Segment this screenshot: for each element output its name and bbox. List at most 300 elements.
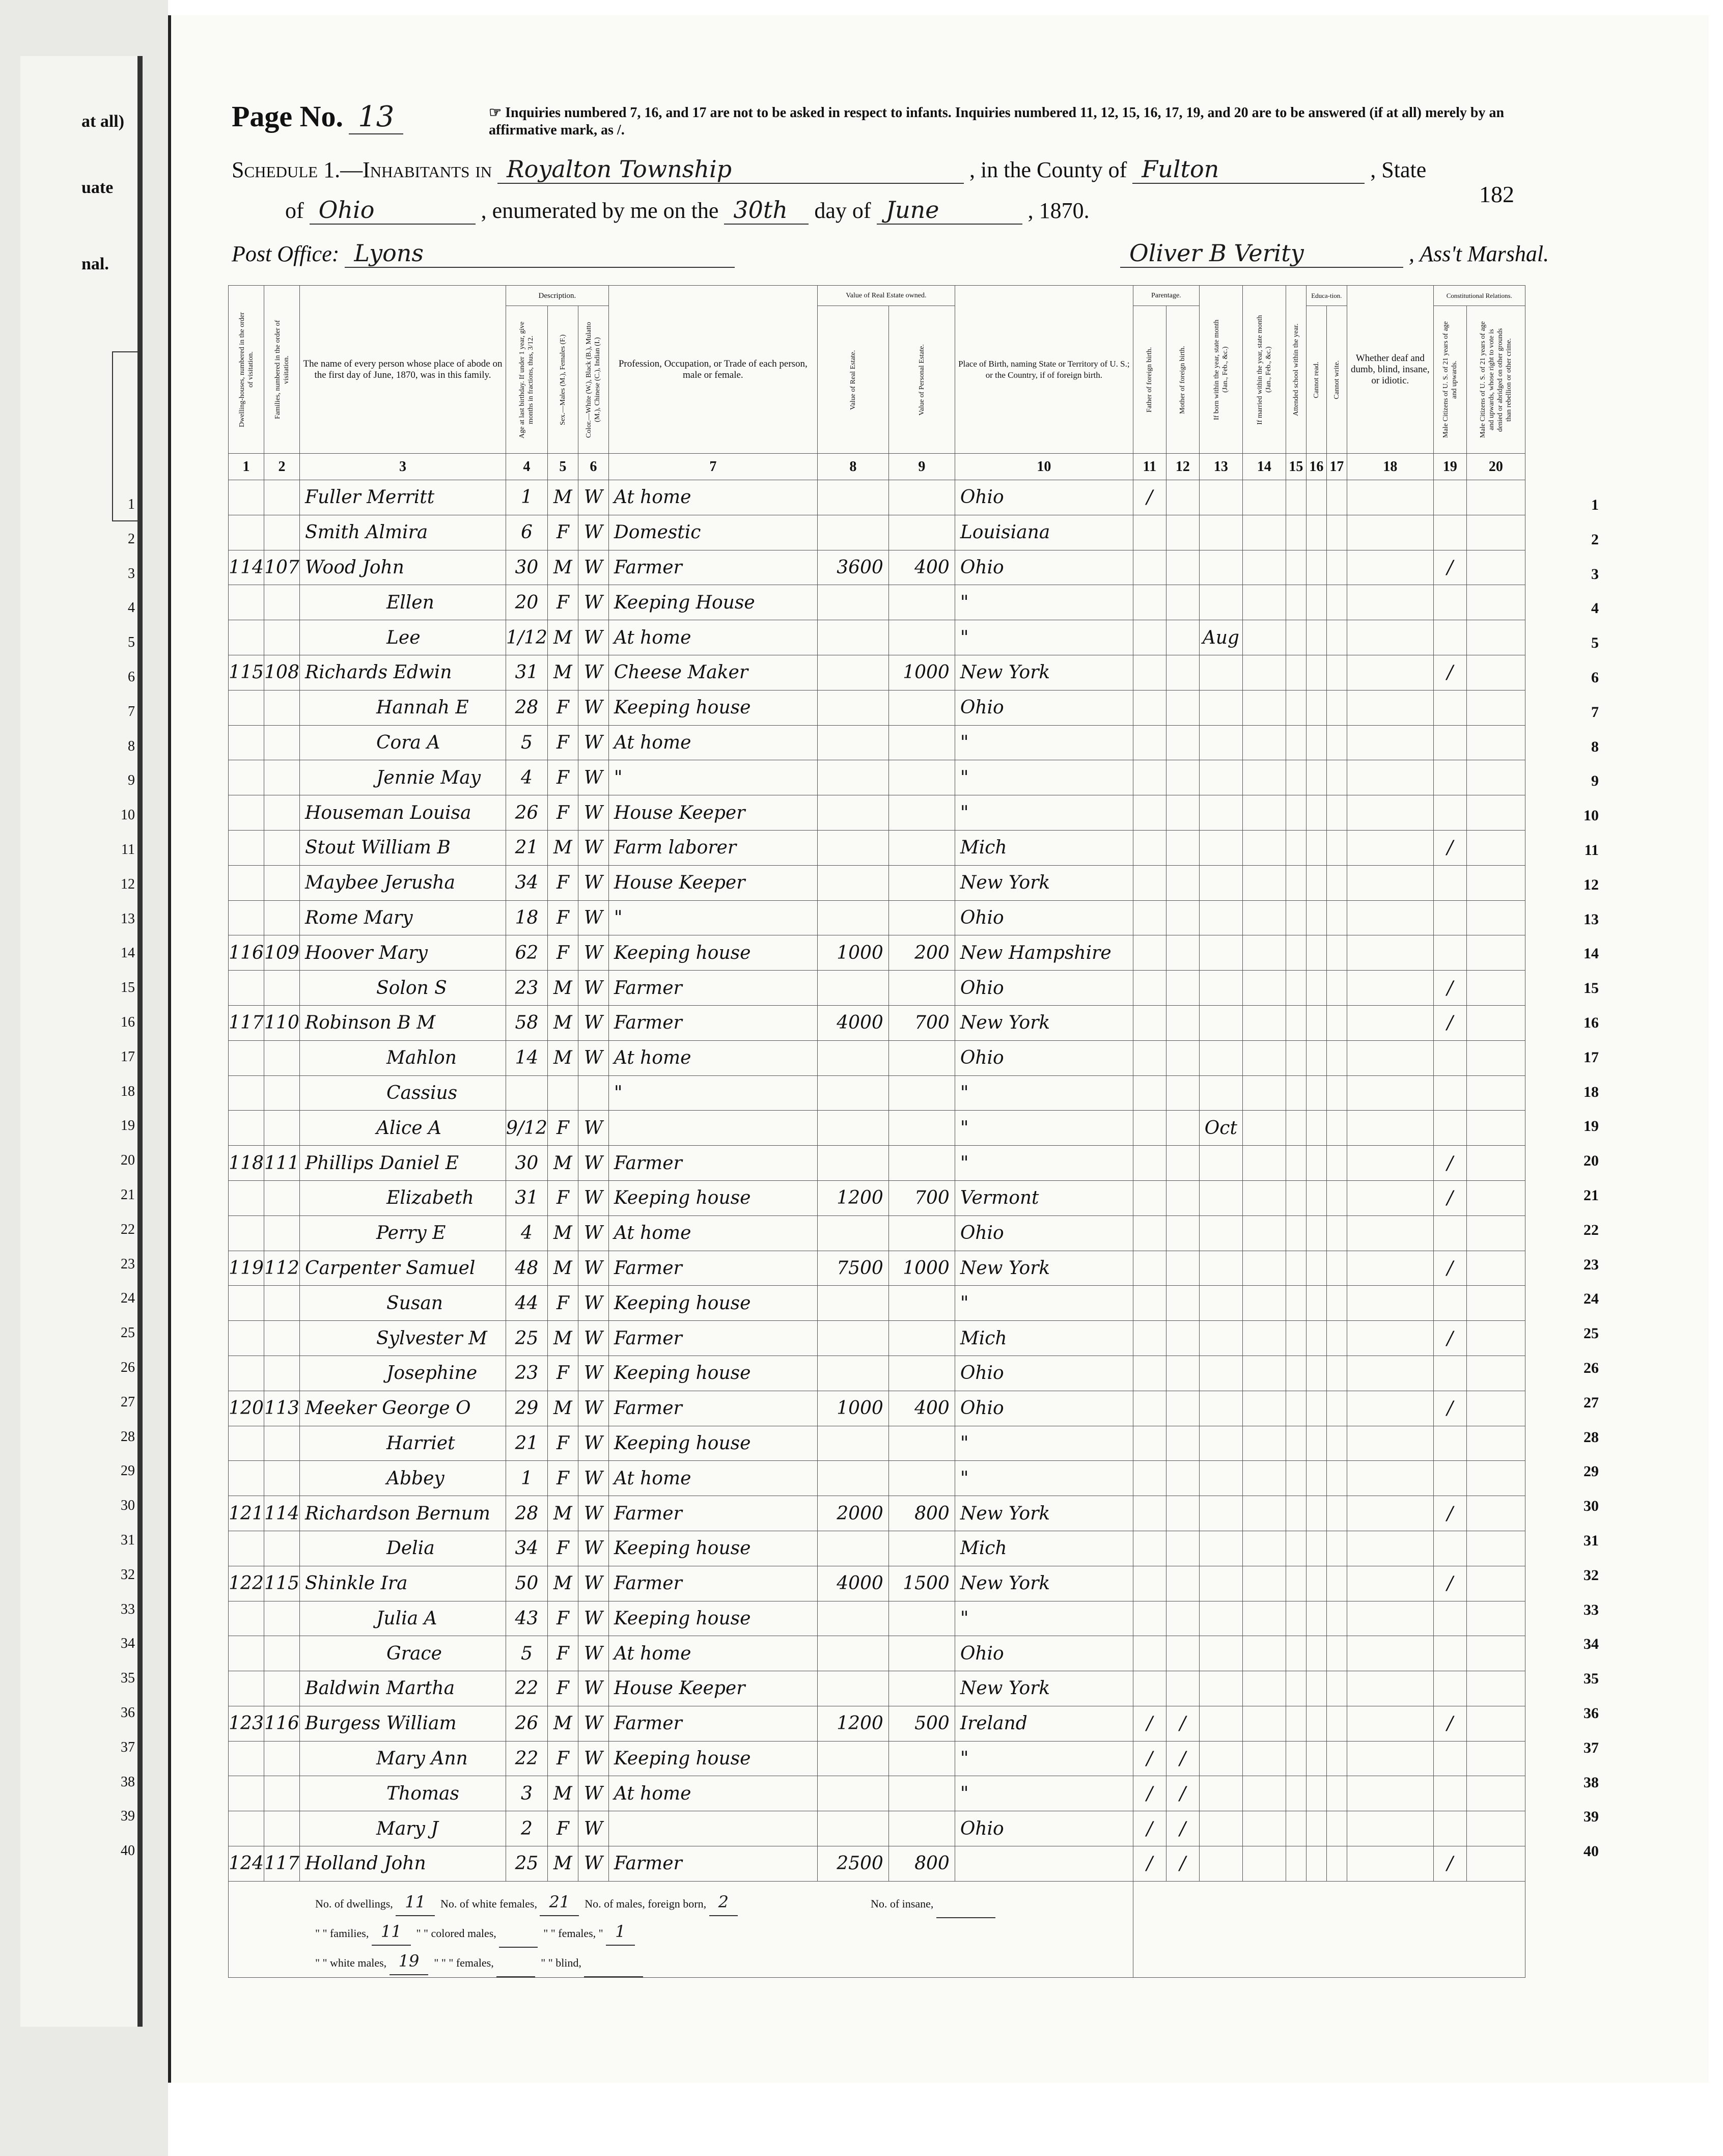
born-within-year [1199, 830, 1242, 865]
disability [1347, 1671, 1433, 1706]
born-within-year [1199, 1461, 1242, 1496]
place-of-birth: " [955, 1111, 1133, 1146]
age: 29 [506, 1391, 548, 1426]
sex: M [547, 480, 578, 515]
mother-foreign-mark [1166, 1040, 1199, 1075]
real-estate-value [817, 1601, 888, 1636]
color: W [578, 1601, 608, 1636]
sex: F [547, 1461, 578, 1496]
page-number: 13 [349, 100, 403, 134]
description-group: Description. [506, 286, 609, 306]
cannot-write [1326, 935, 1347, 971]
age: 26 [506, 1706, 548, 1741]
occupation [608, 1111, 817, 1146]
place-of-birth: Ohio [955, 550, 1133, 585]
father-foreign-mark [1133, 1601, 1166, 1636]
mother-foreign-mark [1166, 585, 1199, 620]
male-citizen-mark: / [1433, 1251, 1466, 1286]
family-number: 110 [264, 1005, 300, 1040]
married-within-year [1242, 1040, 1286, 1075]
color: W [578, 1496, 608, 1531]
sex: M [547, 1251, 578, 1286]
color: W [578, 585, 608, 620]
real-estate-value: 1000 [817, 935, 888, 971]
cannot-write [1326, 1005, 1347, 1040]
cannot-write [1326, 1251, 1347, 1286]
married-within-year [1242, 1741, 1286, 1776]
occupation: " [608, 1075, 817, 1111]
disability [1347, 725, 1433, 760]
color: W [578, 1566, 608, 1601]
personal-estate-value [888, 1741, 955, 1776]
disability [1347, 1251, 1433, 1286]
born-within-year [1199, 1146, 1242, 1181]
vote-denied [1466, 1075, 1525, 1111]
married-within-year [1242, 1846, 1286, 1882]
occupation: Keeping house [608, 1741, 817, 1776]
col-header-16: Cannot read. [1312, 361, 1320, 398]
line-number: 36 [1583, 1705, 1599, 1722]
vote-denied [1466, 480, 1525, 515]
column-number: 5 [547, 454, 578, 480]
vote-denied [1466, 1776, 1525, 1811]
color: W [578, 795, 608, 831]
age: 31 [506, 655, 548, 690]
male-citizen-mark [1433, 1461, 1466, 1496]
cannot-write [1326, 1075, 1347, 1111]
dwelling-number [229, 1811, 264, 1846]
line-number: 20 [1583, 1152, 1599, 1170]
place-of-birth [955, 1846, 1133, 1882]
occupation: At home [608, 1776, 817, 1811]
table-row [229, 1180, 1525, 1215]
born-within-year [1199, 1251, 1242, 1286]
mother-foreign-mark: / [1166, 1741, 1199, 1776]
col-header-2: Families, numbered in the order of visitation. [273, 320, 290, 419]
attended-school [1286, 1636, 1306, 1671]
father-foreign-mark [1133, 1075, 1166, 1111]
post-office-label: Post Office: [232, 241, 340, 266]
cannot-write [1326, 1706, 1347, 1741]
personal-estate-value [888, 795, 955, 831]
sex: F [547, 1111, 578, 1146]
person-name: Ellen [300, 585, 506, 620]
occupation: Farm laborer [608, 830, 817, 865]
line-number: 31 [1583, 1532, 1599, 1549]
column-number: 17 [1326, 454, 1347, 480]
left-line-number: 1 [128, 496, 135, 512]
family-number [264, 515, 300, 550]
dwelling-number: 122 [229, 1566, 264, 1601]
married-within-year [1242, 550, 1286, 585]
stamp-number: 182 [1479, 181, 1514, 207]
cannot-read [1306, 1180, 1326, 1215]
disability [1347, 655, 1433, 690]
male-citizen-mark: / [1433, 550, 1466, 585]
personal-estate-value: 700 [888, 1005, 955, 1040]
place-of-birth: Vermont [955, 1180, 1133, 1215]
color: W [578, 900, 608, 935]
cannot-write [1326, 1671, 1347, 1706]
vote-denied [1466, 1706, 1525, 1741]
mother-foreign-mark [1166, 550, 1199, 585]
married-within-year [1242, 1531, 1286, 1566]
adjacent-page-edge [20, 56, 143, 2027]
disability [1347, 1321, 1433, 1356]
attended-school [1286, 1426, 1306, 1461]
occupation: Farmer [608, 1005, 817, 1040]
occupation: Keeping house [608, 1180, 817, 1215]
attended-school [1286, 1391, 1306, 1426]
mother-foreign-mark [1166, 1321, 1199, 1356]
table-row [229, 1075, 1525, 1111]
place-of-birth: Mich [955, 1531, 1133, 1566]
cannot-read [1306, 1111, 1326, 1146]
males-foreign-value: 2 [709, 1889, 738, 1916]
father-foreign-mark [1133, 830, 1166, 865]
sex: F [547, 1426, 578, 1461]
mother-foreign-mark [1166, 725, 1199, 760]
table-row [229, 1356, 1525, 1391]
dwelling-number [229, 1636, 264, 1671]
families-label: " " families, [315, 1926, 369, 1940]
cannot-write [1326, 515, 1347, 550]
table-row [229, 1706, 1525, 1741]
disability [1347, 1391, 1433, 1426]
table-row [229, 1531, 1525, 1566]
age: 28 [506, 1496, 548, 1531]
father-foreign-mark: / [1133, 1741, 1166, 1776]
line-number: 34 [1583, 1636, 1599, 1653]
dwelling-number: 114 [229, 550, 264, 585]
person-name: Shinkle Ira [300, 1566, 506, 1601]
color: W [578, 480, 608, 515]
age: 30 [506, 550, 548, 585]
married-within-year [1242, 1111, 1286, 1146]
left-fragment: at all) [81, 112, 125, 131]
father-foreign-mark [1133, 690, 1166, 725]
cannot-read [1306, 1391, 1326, 1426]
column-number: 15 [1286, 454, 1306, 480]
color: W [578, 1286, 608, 1321]
age: 6 [506, 515, 548, 550]
family-number [264, 1286, 300, 1321]
left-line-number: 34 [121, 1636, 135, 1652]
person-name: Cassius [300, 1075, 506, 1111]
disability [1347, 1111, 1433, 1146]
occupation: House Keeper [608, 865, 817, 900]
father-foreign-mark [1133, 1566, 1166, 1601]
sex: M [547, 655, 578, 690]
cannot-read [1306, 480, 1326, 515]
line-number: 23 [1583, 1256, 1599, 1273]
left-line-number: 2 [128, 531, 135, 547]
left-line-number: 39 [121, 1808, 135, 1825]
disability [1347, 1215, 1433, 1251]
occupation: Keeping house [608, 1531, 817, 1566]
cannot-read [1306, 1286, 1326, 1321]
table-row [229, 1391, 1525, 1426]
table-row [229, 1286, 1525, 1321]
person-name: Hannah E [300, 690, 506, 725]
place-of-birth: Ohio [955, 1391, 1133, 1426]
color: W [578, 935, 608, 971]
vote-denied [1466, 1461, 1525, 1496]
cannot-read [1306, 1671, 1326, 1706]
place-of-birth: " [955, 725, 1133, 760]
personal-estate-value: 400 [888, 1391, 955, 1426]
sex: F [547, 1531, 578, 1566]
person-name: Perry E [300, 1215, 506, 1251]
place-of-birth: " [955, 1146, 1133, 1181]
occupation: At home [608, 1040, 817, 1075]
left-line-number: 21 [121, 1187, 135, 1203]
real-estate-value [817, 1531, 888, 1566]
mother-foreign-mark: / [1166, 1846, 1199, 1882]
born-within-year [1199, 1671, 1242, 1706]
family-number: 108 [264, 655, 300, 690]
personal-estate-value [888, 1601, 955, 1636]
age: 1/12 [506, 620, 548, 655]
married-within-year [1242, 1215, 1286, 1251]
father-foreign-mark [1133, 1286, 1166, 1321]
male-citizen-mark [1433, 585, 1466, 620]
father-foreign-mark [1133, 1321, 1166, 1356]
left-line-number: 8 [128, 738, 135, 754]
month-field: June [877, 196, 1022, 225]
education-group: Educa-tion. [1306, 286, 1347, 306]
age: 2 [506, 1811, 548, 1846]
family-number [264, 795, 300, 831]
occupation: At home [608, 1215, 817, 1251]
sex: M [547, 971, 578, 1006]
real-estate-value [817, 655, 888, 690]
line-number: 5 [1591, 634, 1599, 652]
table-row [229, 1636, 1525, 1671]
male-citizen-mark [1433, 480, 1466, 515]
mother-foreign-mark [1166, 515, 1199, 550]
attended-school [1286, 1005, 1306, 1040]
place-of-birth: Ohio [955, 480, 1133, 515]
dwelling-number [229, 1321, 264, 1356]
mother-foreign-mark [1166, 1496, 1199, 1531]
line-number: 32 [1583, 1566, 1599, 1584]
real-estate-value [817, 1356, 888, 1391]
dwelling-number [229, 830, 264, 865]
real-estate-value: 1000 [817, 1391, 888, 1426]
disability [1347, 585, 1433, 620]
married-within-year [1242, 1461, 1286, 1496]
left-line-number: 5 [128, 634, 135, 651]
vote-denied [1466, 1496, 1525, 1531]
table-row [229, 971, 1525, 1006]
male-citizen-mark [1433, 1356, 1466, 1391]
cannot-read [1306, 1846, 1326, 1882]
age: 1 [506, 1461, 548, 1496]
cannot-write [1326, 1215, 1347, 1251]
vote-denied [1466, 1426, 1525, 1461]
left-line-number: 9 [128, 772, 135, 789]
attended-school [1286, 1811, 1306, 1846]
cannot-write [1326, 480, 1347, 515]
family-number: 111 [264, 1146, 300, 1181]
summary-line-2 [315, 1918, 1133, 1948]
disability [1347, 1005, 1433, 1040]
color: W [578, 1215, 608, 1251]
occupation: " [608, 900, 817, 935]
mother-foreign-mark [1166, 1180, 1199, 1215]
left-line-number: 38 [121, 1774, 135, 1790]
married-within-year [1242, 1251, 1286, 1286]
left-line-number: 28 [121, 1428, 135, 1445]
table-row [229, 1426, 1525, 1461]
attended-school [1286, 1286, 1306, 1321]
personal-estate-value: 1000 [888, 1251, 955, 1286]
table-row [229, 1005, 1525, 1040]
line-number: 30 [1583, 1498, 1599, 1515]
married-within-year [1242, 480, 1286, 515]
line-number: 8 [1591, 738, 1599, 755]
person-name: Stout William B [300, 830, 506, 865]
age: 4 [506, 760, 548, 795]
disability [1347, 1531, 1433, 1566]
column-number: 9 [888, 454, 955, 480]
family-number [264, 1215, 300, 1251]
place-of-birth: " [955, 1601, 1133, 1636]
sex: M [547, 1776, 578, 1811]
cannot-write [1326, 1601, 1347, 1636]
col-header-4: Age at last birthday. If under 1 year, give months in fractions, thus, 3/12. [518, 321, 535, 438]
sex: M [547, 550, 578, 585]
dwelling-number [229, 1040, 264, 1075]
age: 50 [506, 1566, 548, 1601]
born-within-year [1199, 585, 1242, 620]
mother-foreign-mark [1166, 1461, 1199, 1496]
father-foreign-mark [1133, 1391, 1166, 1426]
cannot-write [1326, 1111, 1347, 1146]
attended-school [1286, 1111, 1306, 1146]
real-estate-value: 4000 [817, 1566, 888, 1601]
personal-estate-value [888, 1776, 955, 1811]
male-citizen-mark [1433, 690, 1466, 725]
personal-estate-value [888, 515, 955, 550]
place-of-birth: " [955, 1741, 1133, 1776]
vote-denied [1466, 1111, 1525, 1146]
family-number [264, 1075, 300, 1111]
attended-school [1286, 550, 1306, 585]
dwelling-number [229, 1356, 264, 1391]
color: W [578, 515, 608, 550]
family-number [264, 690, 300, 725]
person-name: Sylvester M [300, 1321, 506, 1356]
col-header-7: Profession, Occupation, or Trade of each person, male or female. [608, 286, 817, 454]
line-number: 3 [1591, 565, 1599, 583]
family-number: 112 [264, 1251, 300, 1286]
table-row [229, 1251, 1525, 1286]
table-row [229, 1040, 1525, 1075]
dwelling-number [229, 1286, 264, 1321]
personal-estate-value: 500 [888, 1706, 955, 1741]
white-females-label: No. of white females, [440, 1897, 537, 1910]
person-name: Meeker George O [300, 1391, 506, 1426]
left-fragment: nal. [81, 255, 109, 273]
place-of-birth: " [955, 1075, 1133, 1111]
vote-denied [1466, 795, 1525, 831]
personal-estate-value [888, 1356, 955, 1391]
instructions-note: ☞ Inquiries numbered 7, 16, and 17 are not to be asked in respect to infants. Inquiries numbered 11, 12, 15, 16, 17, 19, and 20 are to be answered (if at all) merely by an affirmative mark, as /. [489, 105, 1505, 138]
sex: F [547, 1601, 578, 1636]
disability [1347, 1040, 1433, 1075]
color: W [578, 725, 608, 760]
cannot-read [1306, 1461, 1326, 1496]
line-number: 14 [1583, 945, 1599, 962]
cannot-read [1306, 550, 1326, 585]
vote-denied [1466, 725, 1525, 760]
father-foreign-mark [1133, 1180, 1166, 1215]
year-label: , 1870. [1027, 198, 1090, 223]
column-number: 20 [1466, 454, 1525, 480]
dwelling-number: 117 [229, 1005, 264, 1040]
vote-denied [1466, 1146, 1525, 1181]
cannot-write [1326, 1321, 1347, 1356]
age: 18 [506, 900, 548, 935]
line-number: 22 [1583, 1221, 1599, 1238]
table-row [229, 690, 1525, 725]
table-row [229, 1671, 1525, 1706]
born-within-year [1199, 1776, 1242, 1811]
disability [1347, 1706, 1433, 1741]
attended-school [1286, 1671, 1306, 1706]
left-line-number: 16 [121, 1014, 135, 1030]
summary-row [229, 1881, 1525, 1977]
place-of-birth: " [955, 1461, 1133, 1496]
color: W [578, 1741, 608, 1776]
born-within-year [1199, 690, 1242, 725]
cannot-read [1306, 1811, 1326, 1846]
mother-foreign-mark [1166, 971, 1199, 1006]
father-foreign-mark [1133, 1356, 1166, 1391]
male-citizen-mark [1433, 935, 1466, 971]
sex: M [547, 1391, 578, 1426]
col-header-13: If born within the year, state month (Jan., Feb., &c.) [1212, 319, 1229, 420]
father-foreign-mark [1133, 935, 1166, 971]
color: W [578, 1531, 608, 1566]
born-within-year [1199, 1391, 1242, 1426]
attended-school [1286, 725, 1306, 760]
personal-estate-value [888, 1040, 955, 1075]
cannot-read [1306, 1776, 1326, 1811]
age: 22 [506, 1741, 548, 1776]
family-number: 113 [264, 1391, 300, 1426]
left-line-number: 24 [121, 1290, 135, 1307]
sex: F [547, 1811, 578, 1846]
cannot-read [1306, 515, 1326, 550]
personal-estate-value: 1000 [888, 655, 955, 690]
person-name: Holland John [300, 1846, 506, 1882]
dwelling-number: 121 [229, 1496, 264, 1531]
real-estate-value [817, 1636, 888, 1671]
cannot-read [1306, 1005, 1326, 1040]
male-citizen-mark [1433, 1286, 1466, 1321]
dwelling-number [229, 1075, 264, 1111]
county-field: Fulton [1132, 155, 1365, 184]
family-number [264, 1111, 300, 1146]
occupation: Farmer [608, 1251, 817, 1286]
cannot-read [1306, 1146, 1326, 1181]
dwelling-number [229, 585, 264, 620]
col-header-12: Mother of foreign birth. [1179, 345, 1187, 414]
father-foreign-mark [1133, 620, 1166, 655]
